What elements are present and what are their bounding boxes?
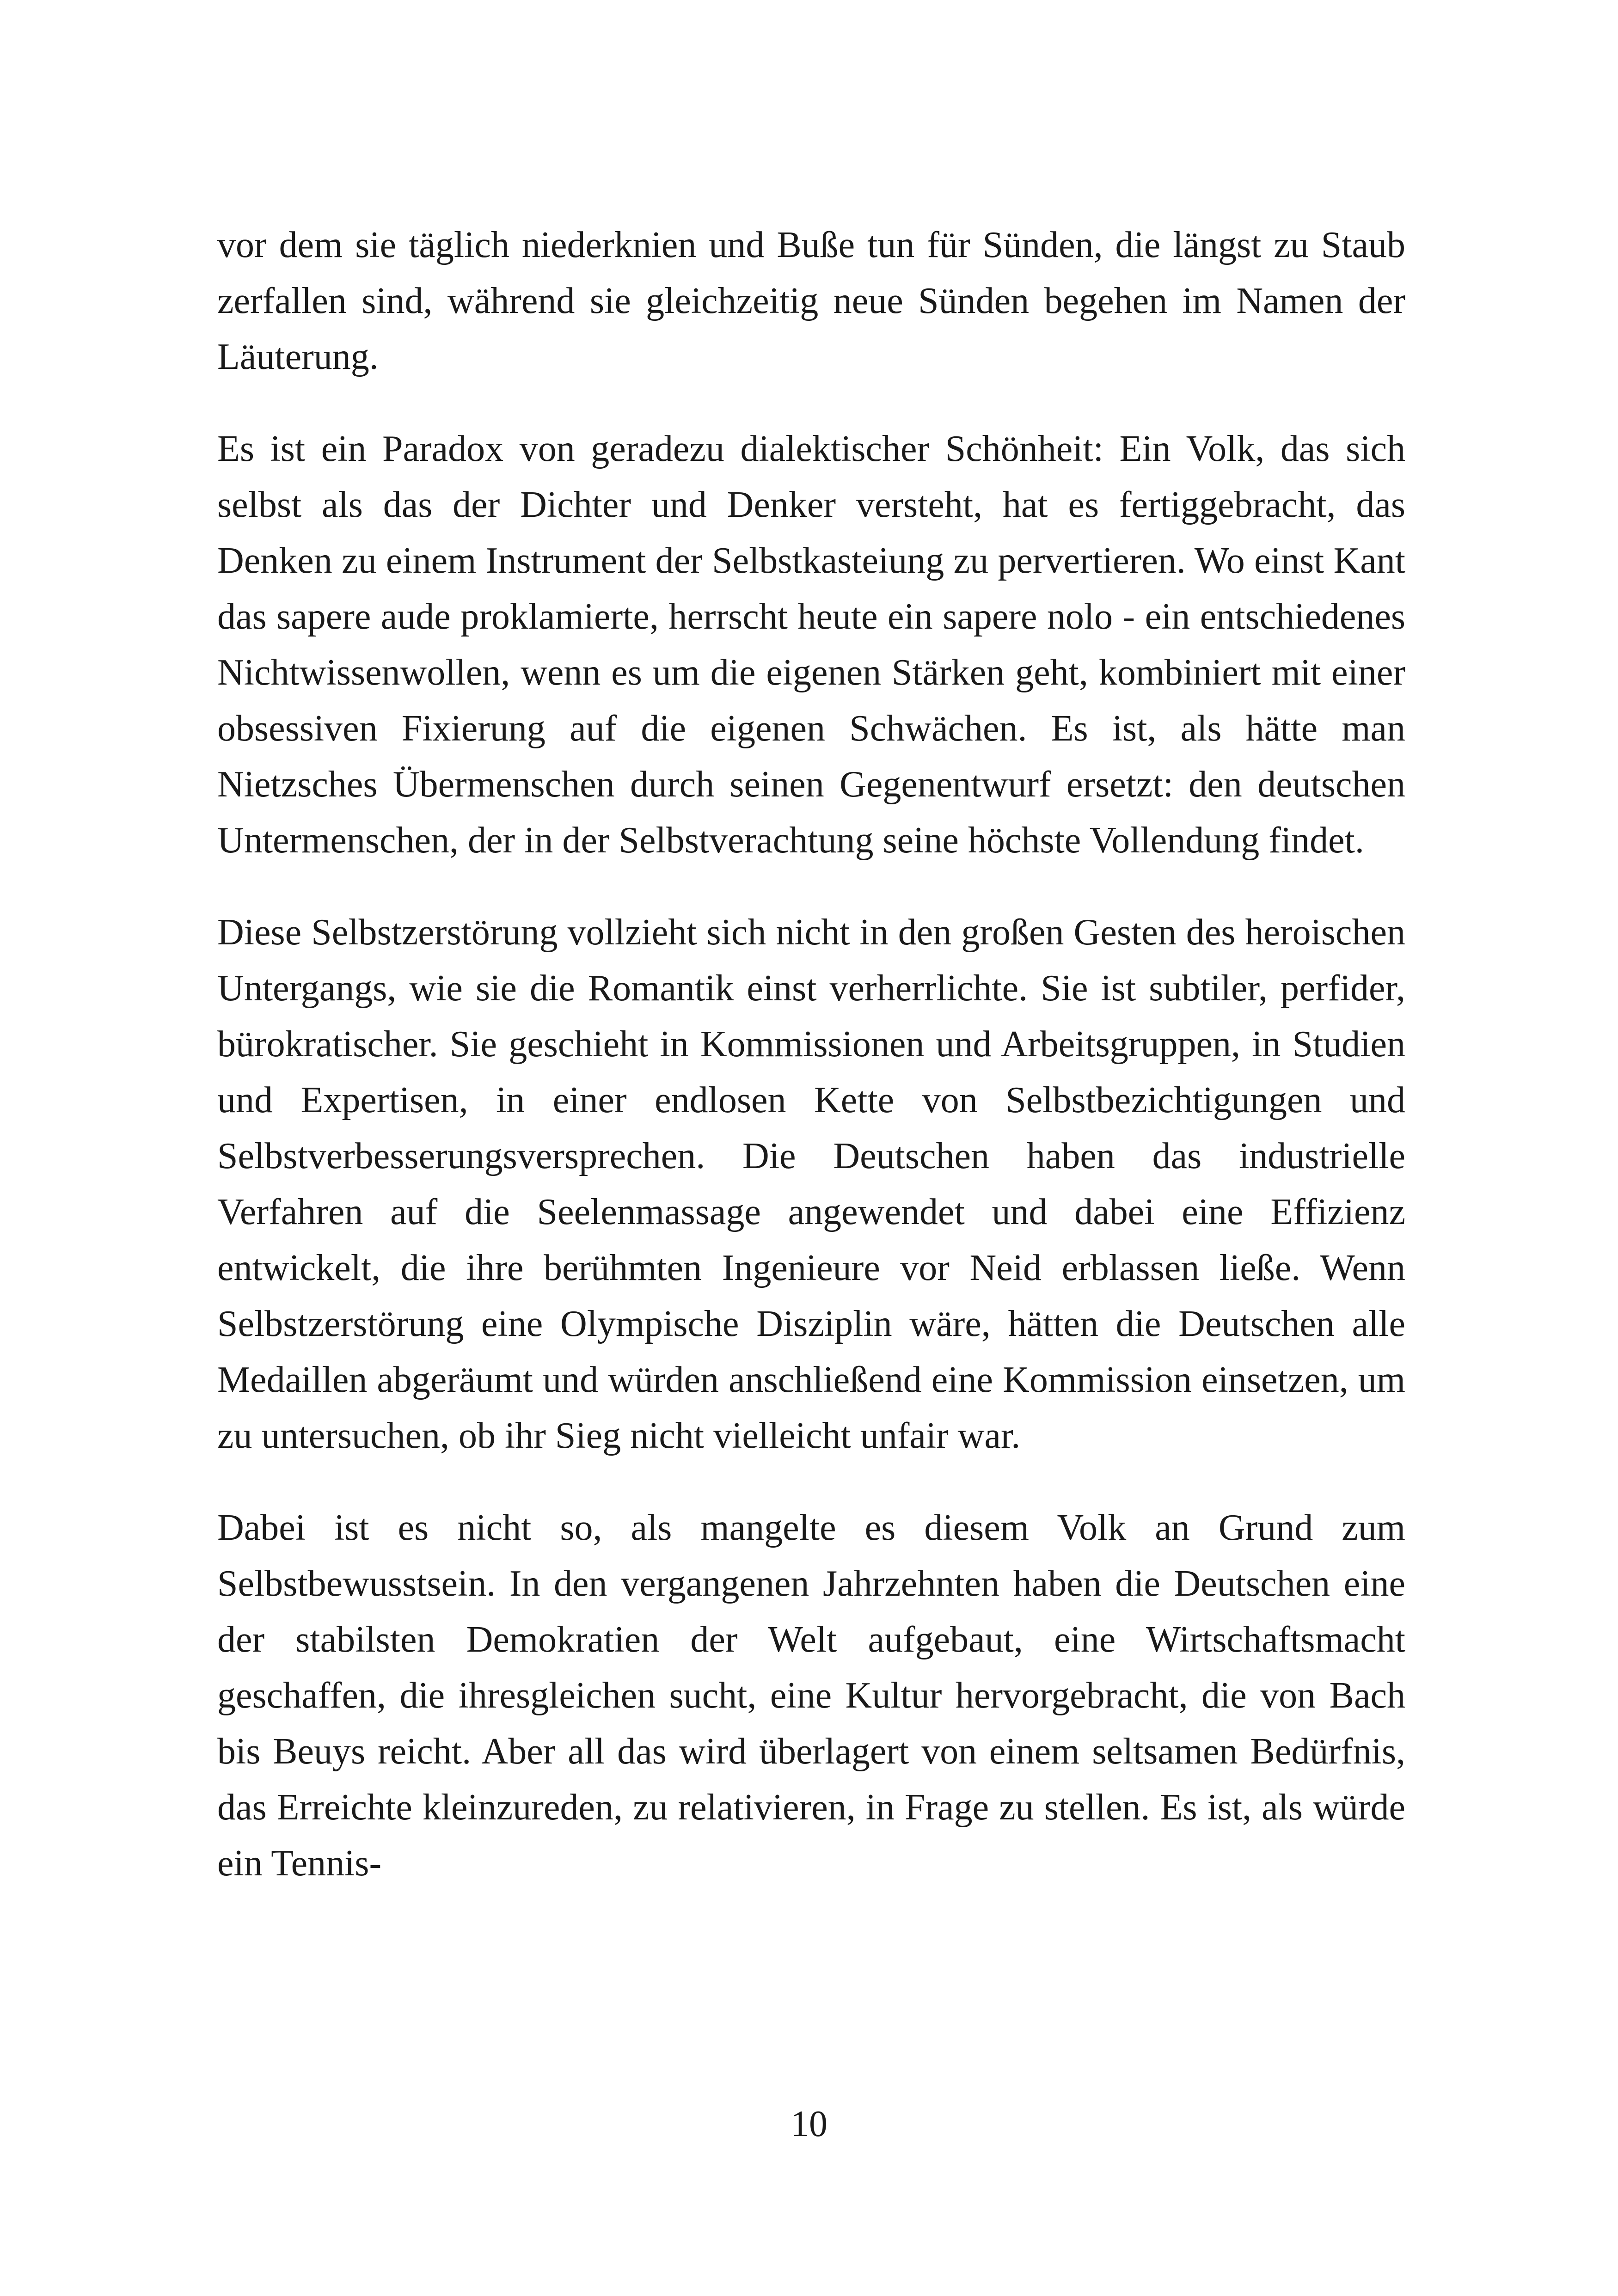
paragraph-1: vor dem sie täglich niederknien und Buße tun für Sünden, die längst zu Staub zerfallen sind, während sie gleichzeitig neue Sünden begehen im Namen der Läuterung. bbox=[217, 225, 1405, 377]
paragraph-3: Diese Selbstzerstörung vollzieht sich nicht in den großen Gesten des heroischen Untergangs, wie sie die Romantik einst verherrlichte. Sie ist subtiler, perfider, bürokratischer. Sie geschieht in Kommissionen und Arbeitsgruppen, in Studien und Expertisen, in einer endlosen Kette von Selbstbezichtigungen und Selbstverbesserungsversprechen. Die Deutschen haben das industrielle Verfahren auf die Seelenmassage angewendet und dabei eine Effizienz entwickelt, die ihre berühmten Ingenieure vor Neid erblassen ließe. Wenn Selbstzerstörung eine Olympische Disziplin wäre, hätten die Deutschen alle Medaillen abgeräumt und würden anschließend eine Kommission einsetzen, um zu untersuchen, ob ihr Sieg nicht vielleicht unfair war. bbox=[217, 912, 1405, 1456]
body-text bbox=[217, 217, 1405, 1928]
paragraph-2: Es ist ein Paradox von geradezu dialektischer Schönheit: Ein Volk, das sich selbst als das der Dichter und Denker versteht, hat es fertiggebracht, das Denken zu einem Instrument der Selbstkasteiung zu pervertieren. Wo einst Kant das sapere aude proklamierte, herrscht heute ein sapere nolo - ein entschiedenes Nichtwissenwollen, wenn es um die eigenen Stärken geht, kombiniert mit einer obsessiven Fixierung auf die eigenen Schwächen. Es ist, als hätte man Nietzsches Übermenschen durch seinen Gegenentwurf ersetzt: den deutschen Untermenschen, der in der Selbstverachtung seine höchste Vollendung findet. bbox=[217, 429, 1405, 861]
paragraph-4: Dabei ist es nicht so, als mangelte es diesem Volk an Grund zum Selbstbewusstsein. In den vergangenen Jahrzehnten haben die Deutschen eine der stabilsten Demokratien der Welt aufgebaut, eine Wirtschaftsmacht geschaffen, die ihresgleichen sucht, eine Kultur hervorgebracht, die von Bach bis Beuys reicht. Aber all das wird überlagert von einem seltsamen Bedürfnis, das Erreichte kleinzureden, zu relativieren, in Frage zu stellen. Es ist, als würde ein Tennis- bbox=[217, 1507, 1405, 1884]
page-number: 10 bbox=[791, 2104, 827, 2144]
